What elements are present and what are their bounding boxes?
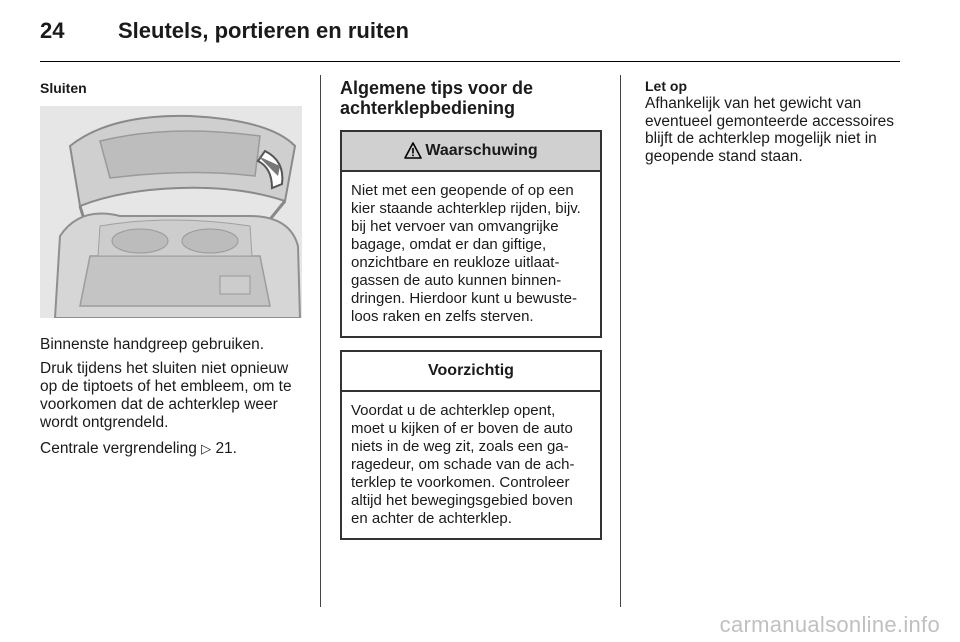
caution-header — [342, 352, 600, 392]
caution-title: Voorzichtig — [428, 362, 514, 379]
central-locking-text: Centrale vergrendeling — [40, 440, 202, 457]
paragraph-central-locking — [40, 440, 304, 459]
warning-triangle-icon — [404, 142, 422, 160]
paragraph-handle: Binnenste handgreep gebruiken. — [40, 336, 265, 353]
section-heading-general-tips: Algemene tips voor de achterklepbediening — [340, 78, 534, 118]
note-label: Let op — [645, 78, 687, 94]
page-number: 24 — [40, 18, 65, 43]
watermark: carmanualsonline.info — [719, 612, 940, 637]
section-heading-sluiten: Sluiten — [40, 80, 87, 96]
column-divider-left — [320, 75, 321, 607]
paragraph-closing-instruction: Druk tijdens het sluiten niet opnieuw op de tiptoets of het embleem, om te voorkomen dat de achterklep weer wordt ontgrendeld. — [40, 360, 292, 431]
right-column — [645, 78, 903, 165]
caution-box — [340, 350, 602, 540]
warning-box — [340, 130, 602, 338]
page-title: Sleutels, portieren en ruiten — [118, 18, 409, 43]
warning-text: Niet met een geopende of op een kier staande achterklep rijden, bijv. bij het vervoer van omvangrijke bagage, omdat er dan giftige, onzichtbare en reukloze uitlaatgassen de auto kunnen binnendringen. Hierdoor kunt u bewusteloos raken en zelfs sterven. — [351, 182, 581, 325]
car-tailgate-illustration-icon — [40, 106, 302, 318]
left-column — [40, 80, 304, 459]
header-rule — [40, 61, 900, 62]
warning-title: Waarschuwing — [425, 142, 538, 159]
middle-column — [340, 78, 602, 540]
note-text: Afhankelijk van het gewicht van eventueel gemonteerde accessoires blijft de achterklep mogelijk niet in geopende stand staan. — [645, 95, 895, 165]
tailgate-figure — [40, 106, 302, 318]
caution-text: Voordat u de achterklep opent, moet u kijken of er boven de auto niets in de weg zit, zoals een garagedeur, om schade van de achterklep te voorkomen. Controleer altijd het bewegingsgebied boven en achter de achterklep. — [351, 402, 575, 527]
page-reference-icon: ▷ — [201, 442, 212, 457]
column-divider-right — [620, 75, 621, 607]
warning-header — [342, 132, 600, 172]
central-locking-page-ref[interactable]: 21. — [215, 440, 237, 457]
